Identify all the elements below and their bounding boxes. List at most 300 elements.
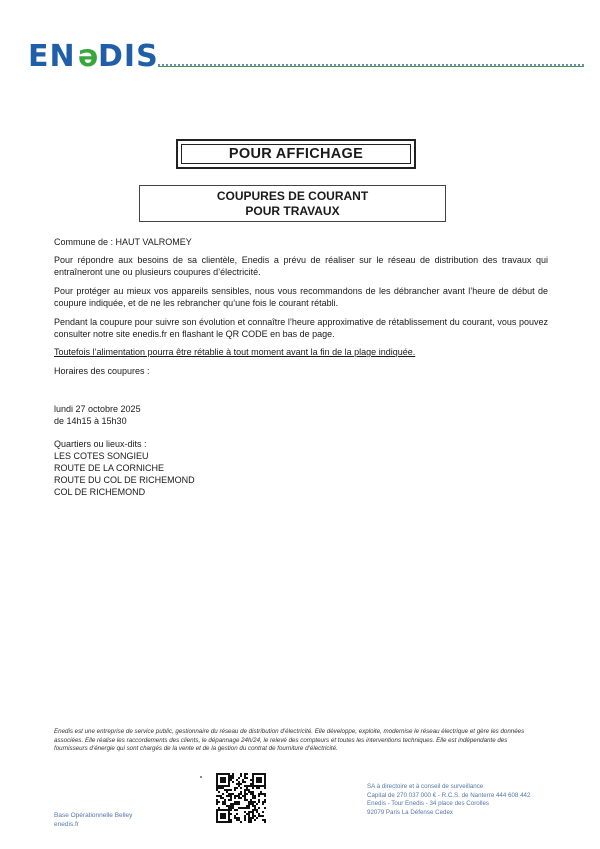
qr-module: [240, 775, 242, 777]
qr-module: [222, 779, 224, 781]
qr-module: [252, 775, 254, 777]
company-line: SA à directoire et à conseil de surveillance: [367, 783, 484, 790]
qr-module: [228, 783, 230, 785]
qr-module: [216, 817, 218, 819]
qr-module: [250, 811, 252, 813]
qr-module: [224, 785, 226, 787]
qr-module: [244, 817, 246, 819]
qr-module: [216, 821, 218, 823]
qr-module: [252, 811, 254, 813]
qr-module: [226, 821, 228, 823]
qr-module: [262, 811, 264, 813]
qr-module: [228, 785, 230, 787]
notice-title-line1: COUPURES DE COURANT: [216, 188, 369, 203]
qr-module: [232, 773, 234, 775]
qr-module: [260, 777, 262, 779]
qr-module: [262, 785, 264, 787]
qr-module: [220, 795, 222, 797]
qr-module: [246, 799, 248, 801]
qr-module: [262, 819, 264, 821]
qr-module: [258, 785, 260, 787]
qr-module: [216, 819, 218, 821]
qr-module: [250, 793, 252, 795]
qr-module: [240, 773, 242, 775]
qr-module: [224, 779, 226, 781]
qr-module: [258, 779, 260, 781]
qr-module: [248, 791, 250, 793]
qr-module: [216, 809, 218, 811]
qr-module: [260, 773, 262, 775]
qr-module: [252, 795, 254, 797]
qr-module: [224, 817, 226, 819]
qr-module: [256, 781, 258, 783]
qr-module: [262, 773, 264, 775]
qr-module: [248, 803, 250, 805]
qr-module: [220, 797, 222, 799]
qr-module: [240, 797, 242, 799]
qr-module: [224, 801, 226, 803]
qr-module: [240, 791, 242, 793]
qr-module: [220, 787, 222, 789]
qr-module: [216, 813, 218, 815]
qr-module: [220, 817, 222, 819]
qr-module: [226, 789, 228, 791]
qr-module: [222, 803, 224, 805]
qr-module: [234, 787, 236, 789]
qr-module: [230, 807, 232, 809]
qr-module: [248, 811, 250, 813]
qr-module: [250, 791, 252, 793]
qr-module: [250, 783, 252, 785]
qr-module: [252, 817, 254, 819]
qr-module: [244, 781, 246, 783]
legal-line: associées. Elle réalise les raccordements des clients, le dépannage 24h/24, le relevé des compteurs et toutes les interventions techniques. Elle est indépendante des: [54, 736, 508, 744]
qr-module: [238, 817, 240, 819]
qr-module: [264, 785, 266, 787]
qr-module: [262, 815, 264, 817]
qr-module: [260, 779, 262, 781]
qr-module: [232, 807, 234, 809]
qr-module: [230, 793, 232, 795]
qr-module: [252, 777, 254, 779]
qr-module: [256, 773, 258, 775]
qr-module: [216, 789, 218, 791]
qr-module: [218, 787, 220, 789]
commune-label: Commune de : HAUT VALROMEY: [54, 237, 192, 247]
qr-module: [222, 821, 224, 823]
enedis-logo-mark: [28, 38, 158, 72]
qr-module: [250, 801, 252, 803]
qr-module: [244, 799, 246, 801]
qr-module: [242, 781, 244, 783]
qr-module: [246, 785, 248, 787]
qr-module: [232, 793, 234, 795]
svg-text:DIS: DIS: [98, 39, 158, 72]
qr-module: [230, 777, 232, 779]
qr-module: [248, 801, 250, 803]
qr-module: [254, 773, 256, 775]
qr-module: [250, 799, 252, 801]
qr-module: [218, 773, 220, 775]
qr-module: [216, 777, 218, 779]
qr-module: [224, 821, 226, 823]
qr-module: [258, 781, 260, 783]
qr-module: [258, 815, 260, 817]
qr-module: [252, 793, 254, 795]
qr-module: [228, 773, 230, 775]
qr-module: [222, 777, 224, 779]
qr-module: [220, 777, 222, 779]
place-item: ROUTE DU COL DE RICHEMOND: [54, 475, 195, 485]
qr-module: [238, 795, 240, 797]
company-line: Capital de 270 037 000 € - R.C.S. de Nanterre 444 608 442: [367, 791, 531, 799]
qr-module: [248, 817, 250, 819]
qr-module: [244, 791, 246, 793]
qr-module: [252, 809, 254, 811]
qr-module: [252, 783, 254, 785]
qr-module: [234, 801, 236, 803]
qr-module: [224, 777, 226, 779]
website-link[interactable]: enedis.fr: [54, 821, 79, 828]
paragraph-intro: Pour répondre aux besoins de sa clientèle, Enedis a prévu de réaliser sur le réseau de distribution des travaux qui entraîneront une ou plusieurs coupures d’électricité.: [54, 255, 548, 277]
cut-time-range: de 14h15 à 15h30: [54, 416, 127, 426]
qr-module: [216, 787, 218, 789]
qr-module: [248, 789, 250, 791]
place-item: COL DE RICHEMOND: [54, 487, 146, 497]
qr-module: [216, 801, 218, 803]
qr-module: [260, 781, 262, 783]
qr-module: [230, 813, 232, 815]
qr-module: [262, 801, 264, 803]
qr-module: [216, 811, 218, 813]
qr-module: [238, 801, 240, 803]
qr-module: [218, 791, 220, 793]
qr-module: [254, 797, 256, 799]
qr-module: [264, 779, 266, 781]
qr-module: [230, 797, 232, 799]
qr-module: [230, 819, 232, 821]
qr-module: [248, 807, 250, 809]
qr-module: [264, 787, 266, 789]
qr-module: [224, 809, 226, 811]
qr-module: [236, 803, 238, 805]
qr-module: [244, 797, 246, 799]
qr-module: [258, 799, 260, 801]
qr-module: [238, 777, 240, 779]
qr-module: [244, 785, 246, 787]
qr-module: [246, 789, 248, 791]
qr-module: [232, 805, 234, 807]
qr-module: [216, 773, 218, 775]
qr-module: [226, 809, 228, 811]
qr-module: [218, 807, 220, 809]
qr-module: [256, 809, 258, 811]
qr-module: [254, 815, 256, 817]
affichage-box: [176, 139, 416, 169]
qr-module: [222, 809, 224, 811]
svg-text:EN: EN: [28, 39, 76, 72]
qr-module: [264, 781, 266, 783]
qr-module: [236, 801, 238, 803]
qr-module: [258, 773, 260, 775]
qr-module: [254, 805, 256, 807]
qr-module: [228, 815, 230, 817]
qr-module: [228, 781, 230, 783]
company-line: Enedis - Tour Enedis - 34 place des Corolles: [367, 800, 489, 808]
qr-module: [228, 813, 230, 815]
qr-module: [240, 783, 242, 785]
qr-module: [228, 789, 230, 791]
svg-text:ə: ə: [78, 39, 99, 72]
qr-module: [218, 821, 220, 823]
qr-module: [222, 787, 224, 789]
header: [28, 38, 584, 72]
qr-module: [220, 781, 222, 783]
qr-module: [262, 803, 264, 805]
qr-module: [248, 821, 250, 823]
qr-module: [254, 807, 256, 809]
qr-module: [258, 795, 260, 797]
qr-module: [234, 797, 236, 799]
qr-module: [262, 793, 264, 795]
qr-module: [236, 819, 238, 821]
qr-module: [228, 809, 230, 811]
qr-module: [250, 817, 252, 819]
qr-module: [238, 803, 240, 805]
qr-module: [252, 791, 254, 793]
qr-module: [250, 821, 252, 823]
qr-module: [230, 805, 232, 807]
qr-module: [242, 795, 244, 797]
company-line: 92079 Paris La Défense Cedex: [367, 808, 453, 816]
qr-module: [242, 807, 244, 809]
qr-module: [220, 813, 222, 815]
qr-module: [252, 805, 254, 807]
qr-module: [244, 793, 246, 795]
qr-module: [256, 817, 258, 819]
qr-module: [222, 793, 224, 795]
qr-module: [236, 809, 238, 811]
qr-module: [254, 785, 256, 787]
qr-module: [230, 803, 232, 805]
qr-module: [224, 803, 226, 805]
qr-module: [252, 815, 254, 817]
qr-module: [228, 805, 230, 807]
qr-module: [258, 813, 260, 815]
qr-module: [238, 781, 240, 783]
qr-module: [224, 799, 226, 801]
qr-module: [260, 793, 262, 795]
qr-module: [264, 799, 266, 801]
qr-module: [240, 787, 242, 789]
qr-module: [222, 817, 224, 819]
qr-module: [244, 795, 246, 797]
qr-module: [260, 791, 262, 793]
notice-title-line2: POUR TRAVAUX: [245, 203, 340, 218]
qr-module: [234, 817, 236, 819]
qr-module: [244, 815, 246, 817]
footer-left: [54, 811, 132, 829]
qr-module: [246, 813, 248, 815]
decorative-dot: [200, 776, 202, 778]
footer-company-info: [367, 783, 530, 817]
qr-module: [218, 785, 220, 787]
qr-module: [260, 785, 262, 787]
qr-module: [232, 775, 234, 777]
qr-module: [238, 783, 240, 785]
qr-module: [252, 773, 254, 775]
warning-text: Toutefois l’alimentation pourra être rétablie à tout moment avant la fin de la plage indiquée.: [54, 347, 416, 357]
qr-module: [232, 777, 234, 779]
qr-module: [228, 795, 230, 797]
qr-module: [218, 809, 220, 811]
qr-module: [224, 781, 226, 783]
qr-module: [236, 795, 238, 797]
qr-module: [264, 807, 266, 809]
qr-module: [258, 777, 260, 779]
qr-module: [230, 799, 232, 801]
qr-module: [234, 795, 236, 797]
qr-module: [250, 803, 252, 805]
qr-module: [250, 819, 252, 821]
qr-module: [226, 791, 228, 793]
qr-module: [248, 819, 250, 821]
qr-module: [244, 819, 246, 821]
qr-module: [216, 803, 218, 805]
qr-module: [260, 815, 262, 817]
qr-module: [246, 777, 248, 779]
qr-module: [264, 793, 266, 795]
qr-module: [236, 817, 238, 819]
qr-module: [252, 781, 254, 783]
qr-module: [250, 779, 252, 781]
qr-module: [228, 817, 230, 819]
qr-module: [258, 801, 260, 803]
enedis-logo: [28, 38, 168, 72]
qr-module: [230, 779, 232, 781]
qr-module: [222, 797, 224, 799]
qr-module: [216, 785, 218, 787]
qr-module: [248, 805, 250, 807]
qr-module: [246, 773, 248, 775]
qr-module: [264, 795, 266, 797]
qr-module: [220, 809, 222, 811]
qr-module: [264, 819, 266, 821]
legal-line: fournisseurs d’énergie qui sont chargés de la vente et de la gestion du contrat de fourniture d’électricité.: [54, 745, 338, 752]
qr-module: [216, 779, 218, 781]
horaires-label: Horaires des coupures :: [54, 366, 150, 376]
qr-module: [264, 773, 266, 775]
qr-module: [244, 789, 246, 791]
qr-module: [218, 795, 220, 797]
qr-module: [236, 787, 238, 789]
qr-module: [246, 807, 248, 809]
qr-module: [216, 775, 218, 777]
qr-module: [216, 783, 218, 785]
qr-module: [256, 777, 258, 779]
qr-module: [264, 775, 266, 777]
footer-legal-text: [54, 728, 548, 754]
qr-module: [256, 803, 258, 805]
qr-module: [252, 797, 254, 799]
qr-module: [230, 821, 232, 823]
qr-module: [242, 779, 244, 781]
qr-module: [226, 805, 228, 807]
qr-module: [216, 799, 218, 801]
qr-module: [224, 813, 226, 815]
qr-module: [256, 811, 258, 813]
qr-module: [246, 805, 248, 807]
qr-module: [252, 779, 254, 781]
qr-module: [236, 779, 238, 781]
qr-module: [238, 819, 240, 821]
qr-module: [238, 793, 240, 795]
qr-module: [220, 773, 222, 775]
qr-module: [238, 807, 240, 809]
qr-module: [252, 813, 254, 815]
qr-module: [228, 819, 230, 821]
qr-module: [246, 793, 248, 795]
qr-module: [216, 795, 218, 797]
place-item: LES COTES SONGIEU: [54, 451, 149, 461]
qr-module: [240, 807, 242, 809]
qr-module: [264, 821, 266, 823]
qr-module: [238, 797, 240, 799]
qr-module: [264, 783, 266, 785]
header-rule-solid: [158, 66, 584, 67]
qr-module: [230, 809, 232, 811]
qr-module: [252, 801, 254, 803]
qr-module: [234, 815, 236, 817]
qr-module: [238, 785, 240, 787]
qr-module: [264, 777, 266, 779]
qr-module: [228, 807, 230, 809]
qr-module: [234, 809, 236, 811]
qr-module: [216, 781, 218, 783]
qr-module: [224, 815, 226, 817]
site-name: Base Opérationnelle Belley: [54, 812, 133, 819]
notice-title-box: [139, 185, 446, 222]
qr-module: [244, 807, 246, 809]
qr-module: [222, 815, 224, 817]
qr-module: [252, 785, 254, 787]
qr-module: [256, 785, 258, 787]
qr-module: [240, 793, 242, 795]
qr-module: [228, 779, 230, 781]
qr-module: [244, 811, 246, 813]
qr-code[interactable]: [216, 773, 266, 823]
qr-module: [252, 787, 254, 789]
qr-module: [220, 785, 222, 787]
qr-module: [226, 773, 228, 775]
qr-module: [230, 789, 232, 791]
affichage-label: POUR AFFICHAGE: [181, 144, 411, 164]
qr-module: [216, 815, 218, 817]
qr-module: [254, 801, 256, 803]
qr-module: [254, 819, 256, 821]
qr-module: [254, 795, 256, 797]
qr-module: [236, 783, 238, 785]
qr-module: [254, 809, 256, 811]
qr-module: [228, 811, 230, 813]
qr-module: [220, 815, 222, 817]
qr-module: [228, 799, 230, 801]
qr-module: [264, 801, 266, 803]
qr-module: [234, 803, 236, 805]
qr-module: [222, 781, 224, 783]
qr-module: [228, 793, 230, 795]
qr-module: [234, 789, 236, 791]
